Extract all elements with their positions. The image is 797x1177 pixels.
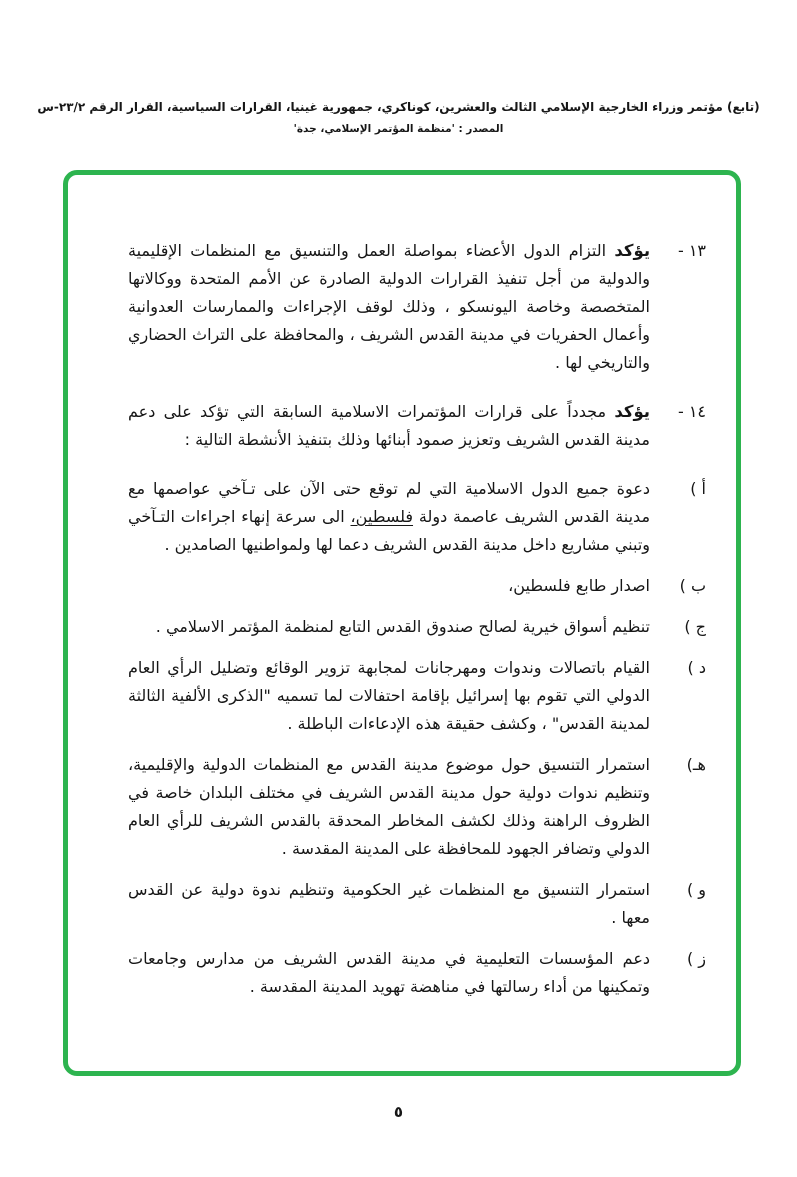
clause-14-body: مجدداً على قرارات المؤتمرات الاسلامية السابقة التي تؤكد على دعم مدينة القدس الشريف وتعزيز صمود أبنائها وذلك بتنفيذ الأنشطة التالية : xyxy=(128,402,650,449)
subclause-ha-text: استمرار التنسيق حول موضوع مدينة القدس مع المنظمات الدولية والإقليمية، وتنظيم ندوات دولية حول مدينة القدس الشريف في مختلف البلدان خاصة في الظروف الراهنة وذلك لكشف المخاطر المحدقة بالقدس الشريف للرأي العام الدولي وتضافر الجهود للمحافظة على المدينة المقدسة . xyxy=(128,755,650,858)
clause-13-number: ١٣ - xyxy=(677,241,706,260)
subclause-waw xyxy=(128,876,706,932)
subclause-dal-marker: د ) xyxy=(687,658,706,677)
clause-13 xyxy=(128,237,706,377)
subclause-jeem xyxy=(128,613,706,641)
subclause-ba-text: اصدار طابع فلسطين، xyxy=(508,576,650,595)
clause-14-text xyxy=(128,398,650,454)
subclause-zay-text: دعم المؤسسات التعليمية في مدينة القدس الشريف من مدارس وجامعات وتمكينها من أداء رسالتها في مناهضة تهويد المدينة المقدسة . xyxy=(128,949,650,996)
page-header xyxy=(30,100,767,135)
clause-13-body: التزام الدول الأعضاء بمواصلة العمل والتنسيق مع المنظمات الإقليمية والدولية من أجل تنفيذ القرارات الدولية الصادرة عن الأمم المتحدة ووكالاتها المتخصصة وخاصة اليونسكو ، وذلك لوقف الإجراءات والممارسات العدوانية وأعمال الحفريات في مدينة القدس الشريف ، والمحافظة على التراث الحضاري والتاريخي لها . xyxy=(128,241,650,372)
subclause-alef xyxy=(128,475,706,559)
content-frame xyxy=(63,170,741,1076)
page-number: ٥ xyxy=(393,1103,404,1121)
subclause-zay-marker: ز ) xyxy=(686,949,706,968)
subclause-alef-pre: دعوة جميع الدول الاسلامية التي لم توقع حتى الآن على تـآخي عواصمها مع مدينة القدس الشريف عاصمة دولة xyxy=(128,479,651,526)
subclause-zay xyxy=(128,945,706,1001)
header-citation: (تابع) مؤتمر وزراء الخارجية الإسلامي الثالث والعشرين، كوناكري، جمهورية غينيا، القرارات السياسية، القرار الرقم ٢٣/٢-س xyxy=(37,100,760,114)
subclause-dal xyxy=(128,654,706,738)
subclause-jeem-text: تنظيم أسواق خيرية لصالح صندوق القدس التابع لمنظمة المؤتمر الاسلامي . xyxy=(155,617,650,636)
header-source-note: المصدر : 'منظمة المؤتمر الإسلامي، جدة' xyxy=(293,123,504,135)
subclause-alef-marker: أ ) xyxy=(690,479,706,498)
subclause-ha-marker: هـ) xyxy=(686,755,706,774)
subclause-jeem-marker: ج ) xyxy=(684,617,706,636)
subclause-waw-marker: و ) xyxy=(686,880,706,899)
clause-14-number: ١٤ - xyxy=(677,402,706,421)
document-body xyxy=(68,175,736,1001)
clause-13-text xyxy=(128,237,650,377)
clause-13-lead: يؤكد xyxy=(614,241,651,260)
subclause-alef-text xyxy=(128,475,650,559)
subclause-ba xyxy=(128,572,706,600)
clause-14-lead: يؤكد xyxy=(614,402,650,421)
subclause-waw-text: استمرار التنسيق مع المنظمات غير الحكومية وتنظيم ندوة دولية عن القدس معها . xyxy=(128,880,650,927)
subclause-dal-text: القيام باتصالات وندوات ومهرجانات لمجابهة تزوير الوقائع وتضليل الرأي العام الدولي التي تقوم بها إسرائيل بإقامة احتفالات لما تسميه "الذكرى الألفية الثالثة لمدينة القدس" ، وكشف حقيقة هذه الإدعاءات الباطلة . xyxy=(128,658,650,733)
subclause-alef-post: الى سرعة إنهاء اجراءات التـآخي وتبني مشاريع داخل مدينة القدس الشريف دعما لها ولمواطنيها الصامدين . xyxy=(128,507,650,554)
subclause-alef-underlined: فلسطين، xyxy=(350,507,414,526)
subclause-ba-marker: ب ) xyxy=(679,576,706,595)
subclause-ha xyxy=(128,751,706,863)
clause-14 xyxy=(128,398,706,454)
